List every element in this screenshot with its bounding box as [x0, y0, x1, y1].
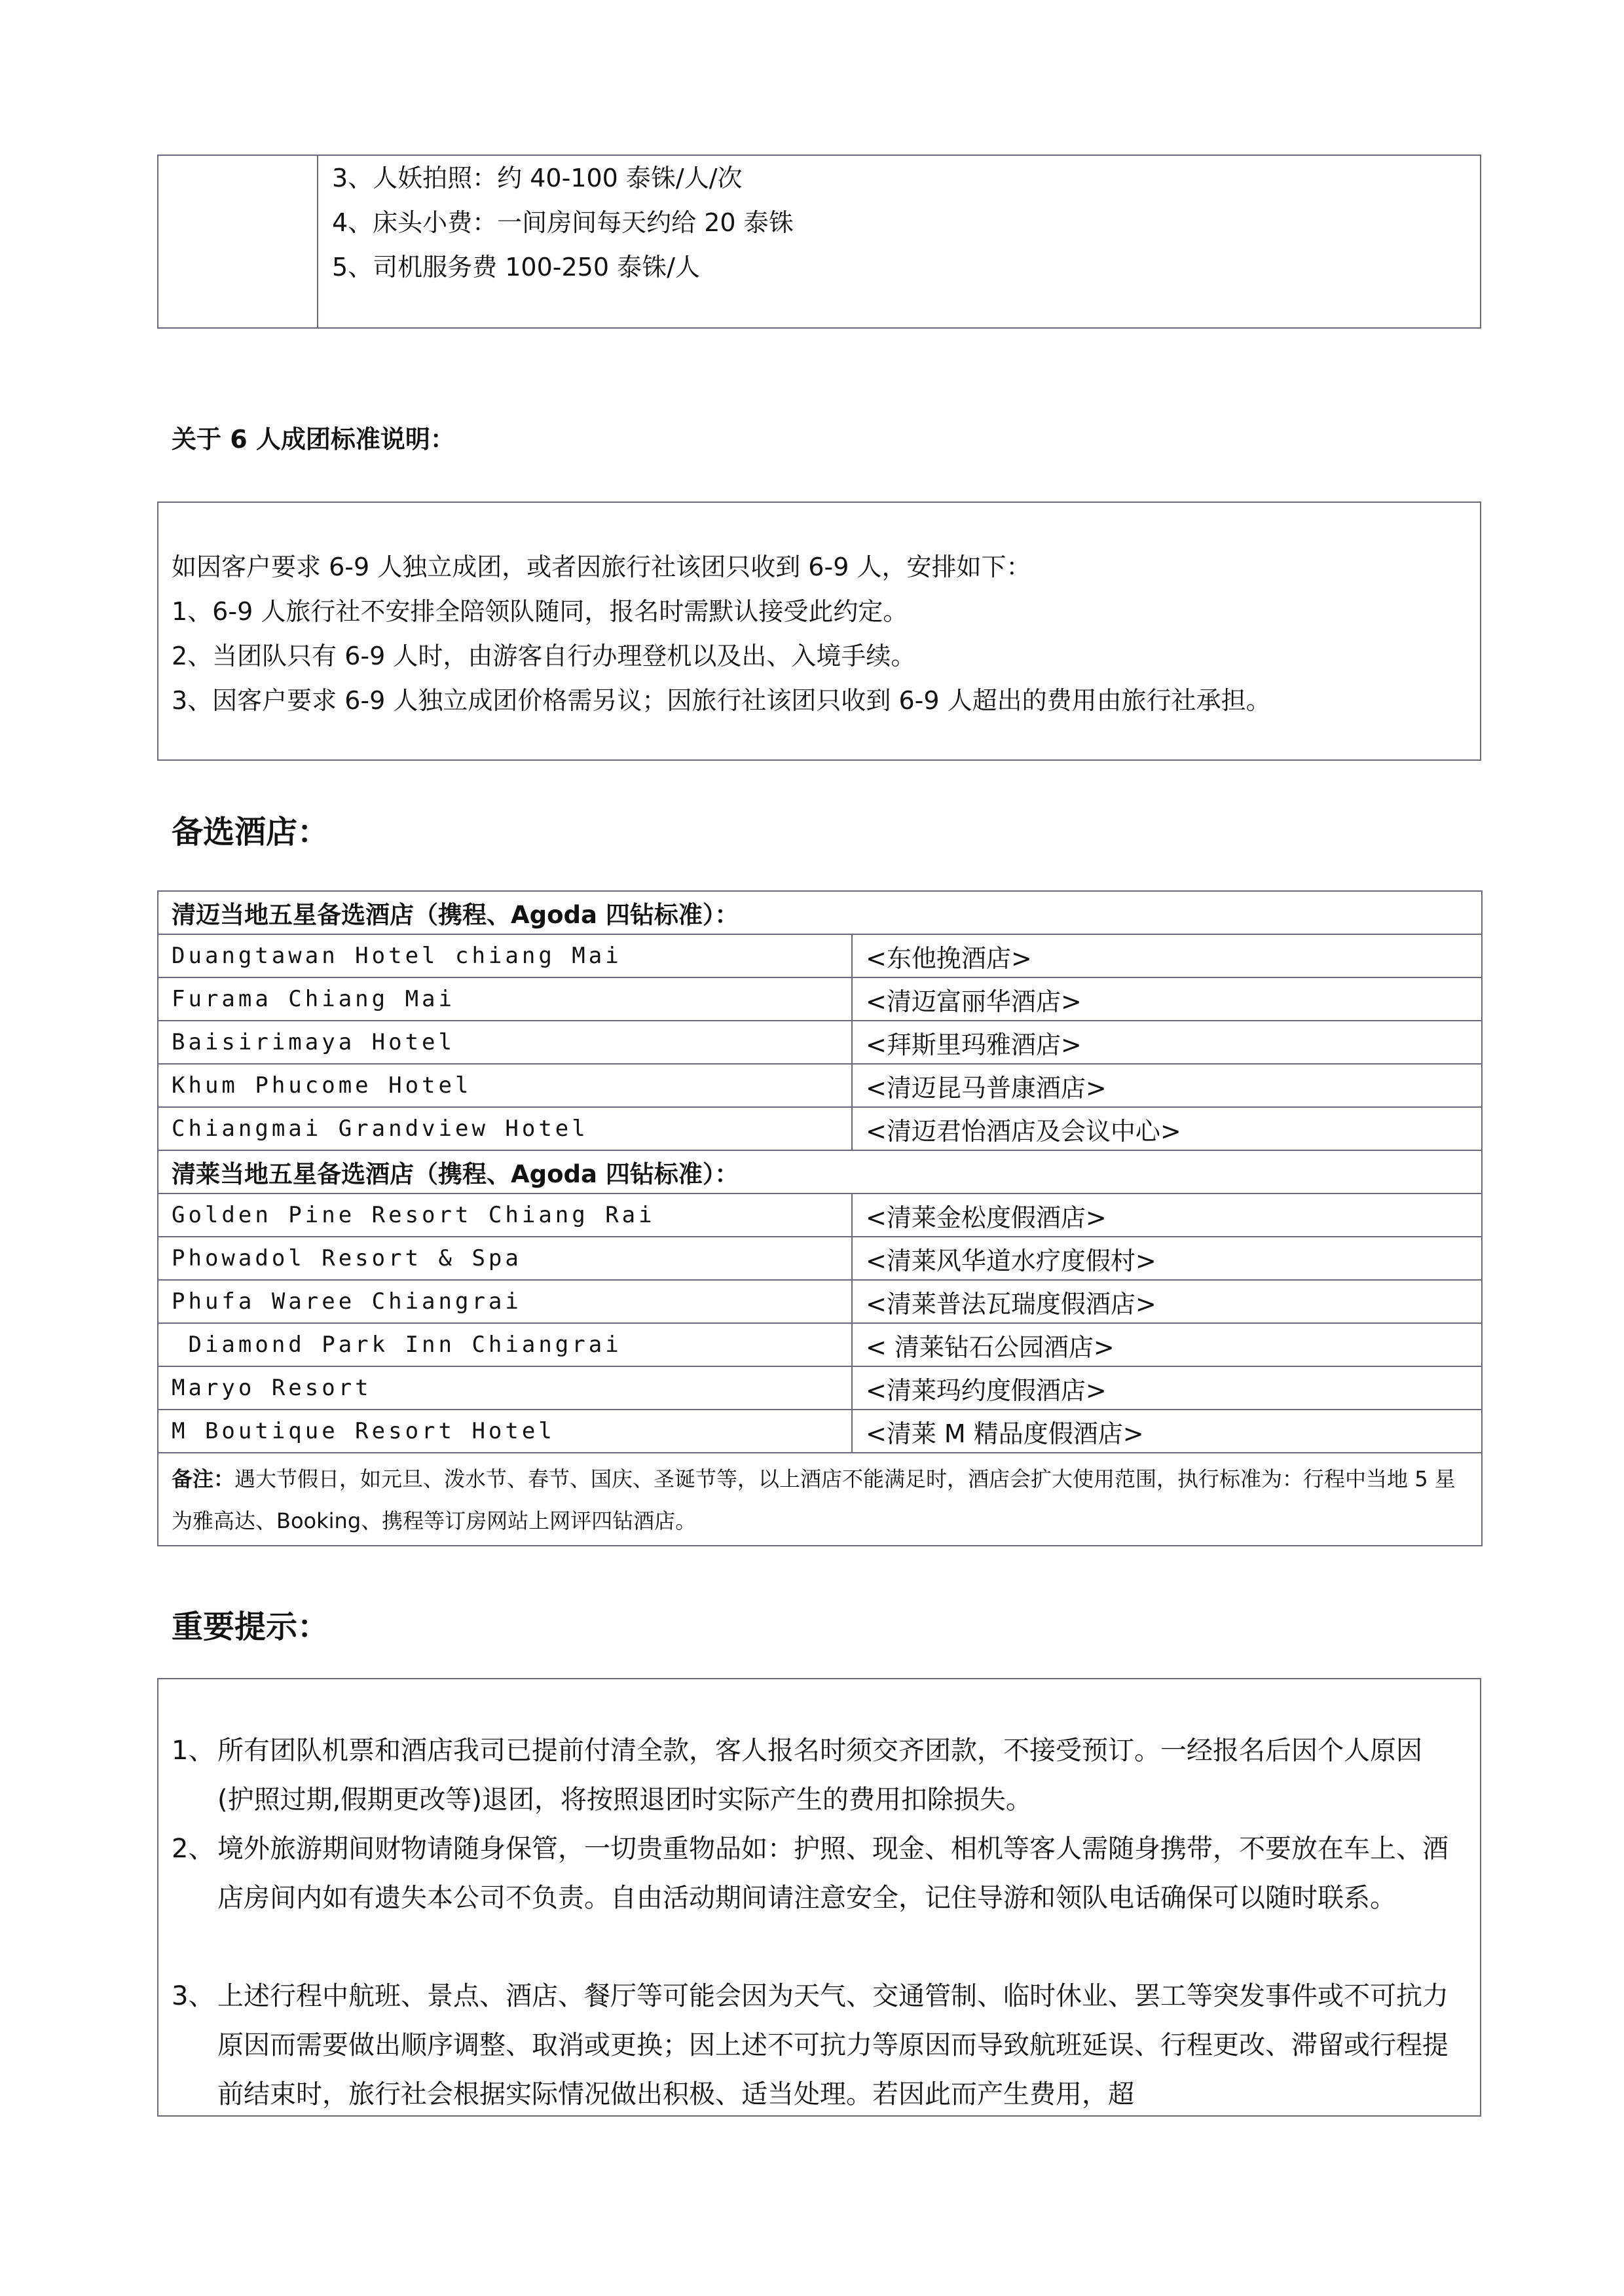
- table-row: [158, 1021, 1482, 1064]
- notice-box: [157, 1678, 1481, 2117]
- hotel-name-zh: <清迈君怡酒店及会议中心>: [852, 1107, 1482, 1150]
- hotel-name-en: Phufa Waree Chiangrai: [158, 1280, 852, 1323]
- notice-item: [172, 1972, 1455, 2117]
- hotel-name-zh: <清迈昆马普康酒店>: [852, 1064, 1482, 1107]
- fee-line-4: 4、床头小费：一间房间每天约给 20 泰铢: [332, 208, 794, 237]
- notice-text: 上述行程中航班、景点、酒店、餐厅等可能会因为天气、交通管制、临时休业、罢工等突发事件或不可抗力原因而需要做出顺序调整、取消或更换；因上述不可抗力等原因而导致航班延误、行程更改、滞留或行程提前结束时，旅行社会根据实际情况做出积极、适当处理。若因此而产生费用，超: [217, 1981, 1449, 2109]
- hotel-name-zh: <清莱 M 精品度假酒店>: [852, 1410, 1482, 1453]
- hotel-table: [157, 890, 1483, 1546]
- notice-number: 3、: [172, 1981, 215, 2011]
- hotel-name-en: Furama Chiang Mai: [158, 977, 852, 1021]
- hotel-name-zh: <清莱金松度假酒店>: [852, 1194, 1482, 1237]
- hotel-note-text: 遇大节假日，如元旦、泼水节、春节、国庆、圣诞节等，以上酒店不能满足时，酒店会扩大使用范围，执行标准为：行程中当地 5 星为雅高达、Booking、携程等订房网站上网评四钻酒店。: [172, 1467, 1456, 1533]
- table-row: [158, 1064, 1482, 1107]
- table-row: [158, 1366, 1482, 1410]
- notice-text: 所有团队机票和酒店我司已提前付清全款，客人报名时须交齐团款，不接受预订。一经报名后因个人原因(护照过期,假期更改等)退团，将按照退团时实际产生的费用扣除损失。: [217, 1736, 1422, 1815]
- table-row: [158, 1107, 1482, 1150]
- fee-line-3: 3、人妖拍照：约 40-100 泰铢/人/次: [332, 164, 743, 192]
- group-standard-item: 3、因客户要求 6-9 人独立成团价格需另议；因旅行社该团只收到 6-9 人超出的费用由旅行社承担。: [172, 686, 1271, 715]
- section-title-chiangmai: 清迈当地五星备选酒店（携程、Agoda 四钻标准）：: [158, 891, 1482, 934]
- table-row: [158, 1237, 1482, 1280]
- table-row: [158, 1410, 1482, 1453]
- hotel-name-en: Duangtawan Hotel chiang Mai: [158, 934, 852, 977]
- table-section-row: [158, 1150, 1482, 1194]
- hotel-name-zh: <东他挽酒店>: [852, 934, 1482, 977]
- hotel-note: [158, 1453, 1482, 1546]
- hotel-name-zh: <清莱玛约度假酒店>: [852, 1366, 1482, 1410]
- hotel-note-label: 备注：: [172, 1467, 235, 1491]
- section-title-chiangrai: 清莱当地五星备选酒店（携程、Agoda 四钻标准）：: [158, 1150, 1482, 1194]
- notice-text: 境外旅游期间财物请随身保管，一切贵重物品如：护照、现金、相机等客人需随身携带，不要放在车上、酒店房间内如有遗失本公司不负责。自由活动期间请注意安全，记住导游和领队电话确保可以随时联系。: [217, 1834, 1449, 1913]
- group-standard-item: 2、当团队只有 6-9 人时，由游客自行办理登机以及出、入境手续。: [172, 642, 916, 670]
- table-column-divider: [317, 156, 318, 327]
- hotel-name-zh: <拜斯里玛雅酒店>: [852, 1021, 1482, 1064]
- table-row: [158, 977, 1482, 1021]
- hotel-name-en: M Boutique Resort Hotel: [158, 1410, 852, 1453]
- hotel-name-en: Maryo Resort: [158, 1366, 852, 1410]
- group-standard-box: [157, 501, 1481, 761]
- hotels-heading: 备选酒店：: [172, 814, 329, 850]
- hotel-name-zh: < 清莱钻石公园酒店>: [852, 1323, 1482, 1366]
- notice-number: 2、: [172, 1834, 215, 1864]
- hotel-name-en: Phowadol Resort & Spa: [158, 1237, 852, 1280]
- fee-line-5: 5、司机服务费 100-250 泰铢/人: [332, 253, 700, 282]
- table-row: [158, 1280, 1482, 1323]
- notice-heading: 重要提示：: [172, 1609, 329, 1645]
- hotel-name-zh: <清莱普法瓦瑞度假酒店>: [852, 1280, 1482, 1323]
- fee-table: [157, 155, 1481, 329]
- notice-item: [172, 1726, 1455, 1825]
- table-row: [158, 1323, 1482, 1366]
- group-standard-heading: 关于 6 人成团标准说明：: [172, 425, 455, 454]
- hotel-name-en: Golden Pine Resort Chiang Rai: [158, 1194, 852, 1237]
- table-note-row: [158, 1453, 1482, 1546]
- table-row: [158, 934, 1482, 977]
- notice-number: 1、: [172, 1736, 215, 1766]
- hotel-name-en: Diamond Park Inn Chiangrai: [158, 1323, 852, 1366]
- hotel-name-zh: <清莱风华道水疗度假村>: [852, 1237, 1482, 1280]
- table-row: [158, 1194, 1482, 1237]
- hotel-name-en: Baisirimaya Hotel: [158, 1021, 852, 1064]
- group-standard-item: 1、6-9 人旅行社不安排全陪领队随同，报名时需默认接受此约定。: [172, 597, 908, 626]
- hotel-name-zh: <清迈富丽华酒店>: [852, 977, 1482, 1021]
- table-section-row: [158, 891, 1482, 934]
- notice-item: [172, 1825, 1455, 1923]
- hotel-name-en: Khum Phucome Hotel: [158, 1064, 852, 1107]
- hotel-name-en: Chiangmai Grandview Hotel: [158, 1107, 852, 1150]
- group-standard-intro: 如因客户要求 6-9 人独立成团，或者因旅行社该团只收到 6-9 人，安排如下：: [172, 553, 1031, 581]
